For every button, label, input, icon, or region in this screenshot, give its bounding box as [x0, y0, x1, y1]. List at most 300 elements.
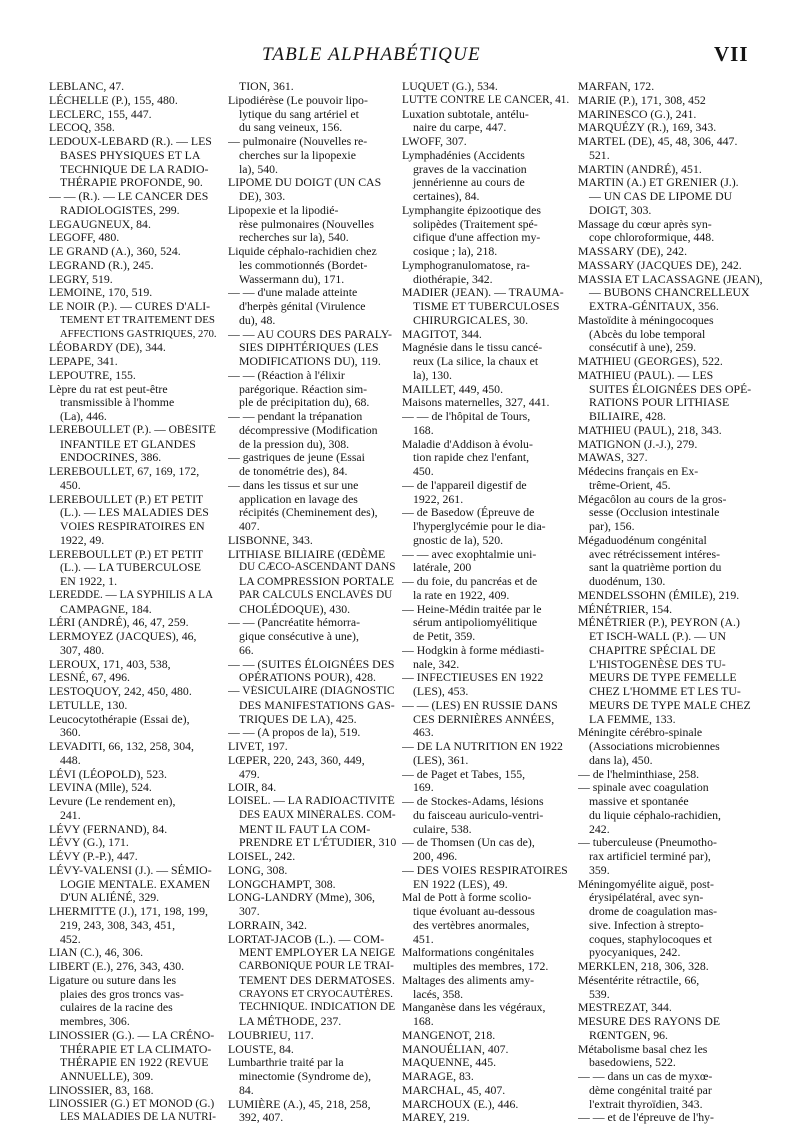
index-line: les commotionnés (Bordet-	[239, 258, 368, 272]
index-line: TRIQUES DE LA), 425.	[239, 712, 357, 726]
index-line: ple de précipitation du), 68.	[239, 396, 370, 410]
index-line: LEROUX, 171, 403, 538,	[49, 657, 171, 671]
index-line: MATHIEU (GEORGES), 522.	[578, 355, 723, 368]
index-line: sant la quatrième portion du	[589, 561, 722, 575]
index-column-1	[49, 80, 217, 1125]
index-line: 200, 496.	[413, 850, 458, 863]
index-line: LOISEL. — LA RADIOACTIVITÉ	[228, 795, 395, 807]
index-line: cope chloroformique, 448.	[589, 231, 715, 245]
index-line: Lipodiérèse (Le pouvoir lipo-	[228, 93, 368, 107]
index-line: LEVADITI, 66, 132, 258, 304,	[49, 740, 194, 753]
index-line: Maladie d'Addison à évolu-	[402, 437, 533, 451]
index-line: LETULLE, 130.	[49, 698, 128, 712]
index-line: LEREDDE. — LA SYPHILIS A LA	[49, 588, 214, 601]
index-line: — — (Pancréatite hémorra-	[228, 616, 361, 630]
index-line: Lèpre du rat est peut-être	[49, 382, 168, 396]
index-line: — Heine-Médin traitée par le	[402, 602, 542, 616]
index-line: VOIES RESPIRATOIRES EN	[60, 520, 205, 533]
index-line: membres, 306.	[60, 1015, 130, 1028]
index-line: — Hodgkin à forme médiasti-	[402, 643, 545, 657]
index-column-4	[578, 80, 768, 1125]
index-line: 450.	[413, 465, 434, 478]
index-line: LÉOBARDY (DE), 344.	[49, 341, 166, 355]
index-line: L'HISTOGENÈSE DES TU-	[589, 657, 726, 671]
index-line: (L.). — LES MALADIES DES	[60, 506, 209, 520]
index-line: 307, 480.	[60, 643, 105, 657]
index-line: LESTOQUOY, 242, 450, 480.	[49, 685, 192, 698]
index-line: MODIFICATIONS DU), 119.	[239, 355, 381, 368]
index-line: (La), 446.	[60, 410, 107, 423]
index-line: plaies des gros troncs vas-	[60, 987, 184, 1001]
page-header	[0, 30, 800, 80]
index-line: — de l'helminthiase, 258.	[578, 767, 700, 781]
page-number: VII	[714, 42, 749, 66]
index-line: 307.	[239, 905, 260, 918]
index-line: Méningite cérébro-spinale	[578, 726, 703, 740]
index-line: lytique du sang artériel et	[239, 107, 359, 121]
index-line: diothérapie, 342.	[413, 272, 493, 286]
index-line: du liquie céphalo-rachidien,	[589, 808, 722, 822]
index-line: Mésentérite rétractile, 66,	[578, 973, 700, 987]
index-line: LOGIE MENTALE. EXAMEN	[60, 877, 211, 891]
index-line: sérum antipoliomyélitique	[413, 616, 538, 630]
index-line: EXTRA-GÉNITAUX, 356.	[589, 300, 719, 313]
index-line: Méningomyélite aiguë, post-	[578, 877, 714, 891]
index-line: — — dans un cas de myxœ-	[578, 1070, 713, 1083]
index-line: LWOFF, 307.	[402, 135, 467, 148]
index-line: LUQUET (G.), 534.	[402, 80, 498, 93]
index-line: 242.	[589, 822, 610, 836]
index-line: — de Basedow (Épreuve de	[402, 506, 535, 520]
index-line: LORTAT-JACOB (L.). — COM-	[228, 932, 385, 946]
index-line: Ligature ou suture dans les	[49, 973, 177, 987]
index-line: application en lavage des	[239, 492, 358, 506]
index-line: — DE LA NUTRITION EN 1922	[402, 740, 563, 753]
index-line: — de Stockes-Adams, lésions	[402, 795, 544, 808]
index-line: l'hyperglycémie pour le dia-	[413, 520, 546, 533]
index-line: MÉNÉTRIER (P.), PEYRON (A.)	[578, 616, 740, 630]
index-line: LA FEMME, 133.	[589, 712, 676, 726]
index-line: TEMENT ET TRAITEMENT DES	[60, 313, 215, 326]
index-line: MANOUÉLIAN, 407.	[402, 1042, 509, 1056]
index-line: ET ISCH-WALL (P.). — UN	[589, 630, 726, 643]
index-line: sesse (Occlusion intestinale	[589, 506, 720, 520]
index-line: Lipopexie et la lipodié-	[228, 203, 339, 217]
index-line: THÉRAPIE EN 1922 (REVUE	[60, 1056, 209, 1070]
running-title: TABLE ALPHABÉTIQUE	[262, 44, 481, 65]
index-line: MASSARY (JACQUES DE), 242.	[578, 258, 742, 272]
index-line: MARINESCO (G.), 241.	[578, 107, 697, 121]
index-line: MARFAN, 172.	[578, 80, 655, 93]
index-line: 521.	[589, 148, 610, 162]
index-line: D'UN ALIÉNÉ, 329.	[60, 891, 160, 905]
index-line: MEURS DE TYPE FEMELLE	[589, 671, 737, 685]
index-line: BASES PHYSIQUES ET LA	[60, 148, 201, 162]
index-line: — — et de l'épreuve de l'hy-	[578, 1111, 714, 1125]
index-line: LONG-LANDRY (Mme), 306,	[228, 891, 376, 905]
index-line: CHAPITRE SPÉCIAL DE	[589, 643, 716, 657]
index-line: consécutif à une), 259.	[589, 341, 697, 355]
index-line: Mastoïdite à méningocoques	[578, 313, 714, 327]
index-line: basedowiens, 522.	[589, 1056, 676, 1070]
index-line: 463.	[413, 726, 434, 740]
index-line: LUTTE CONTRE LE CANCER, 41.	[402, 93, 570, 106]
index-line: — tuberculeuse (Pneumotho-	[578, 836, 717, 850]
index-line: cherches sur la lipopexie	[239, 148, 356, 162]
index-line: Luxation subtotale, antélu-	[402, 107, 529, 121]
index-line: DU CÆCO-ASCENDANT DANS	[239, 561, 396, 574]
index-line: THÉRAPIE PROFONDE, 90.	[60, 176, 203, 190]
index-line: LEGRAND (R.), 245.	[49, 258, 154, 272]
index-line: MENDELSSOHN (ÉMILE), 219.	[578, 588, 740, 602]
index-line: — — (Réaction à l'élixir	[228, 368, 345, 382]
index-line: Wassermann du), 171.	[239, 272, 345, 286]
index-line: Médecins français en Ex-	[578, 465, 699, 478]
index-line: SIES DIPHTÉRIQUES (LES	[239, 341, 379, 355]
index-line: — — d'une malade atteinte	[228, 286, 358, 300]
index-line: PRENDRE ET L'ÉTUDIER, 310	[239, 836, 396, 850]
index-line: LIPOME DU DOIGT (UN CAS	[228, 176, 382, 190]
index-line: Massage du cœur après syn-	[578, 217, 712, 231]
index-line: Lymphangite épizootique des	[402, 203, 541, 217]
index-line: LEGAUGNEUX, 84.	[49, 217, 151, 231]
index-line: LHERMITTE (J.), 171, 198, 199,	[49, 905, 208, 918]
index-line: LA COMPRESSION PORTALE	[239, 575, 395, 588]
index-line: TECHNIQUE DE LA RADIO-	[60, 162, 209, 176]
index-column-3	[402, 80, 570, 1125]
index-line: 66.	[239, 643, 254, 657]
index-line: LÉVI (LÉOPOLD), 523.	[49, 767, 167, 781]
index-line: Lumbarthrie traité par la	[228, 1056, 344, 1070]
index-line: tion rapide chez l'enfant,	[413, 451, 530, 465]
index-line: LE GRAND (A.), 360, 524.	[49, 245, 181, 258]
index-line: MENT IL FAUT LA COM-	[239, 822, 371, 836]
index-line: RADIOLOGISTES, 299.	[60, 203, 180, 217]
index-line: minectomie (Syndrome de),	[239, 1070, 372, 1083]
index-line: LEREBOULLET (P.). — OBÉSITÉ	[49, 423, 216, 436]
index-line: MASSARY (DE), 242.	[578, 245, 688, 258]
index-line: LE NOIR (P.). — CURES D'ALI-	[49, 300, 211, 313]
index-line: culaires de la racine des	[60, 1001, 173, 1015]
index-line: — du foie, du pancréas et de	[402, 575, 538, 588]
index-line: MESURE DES RAYONS DE	[578, 1015, 721, 1028]
index-line: transmissible à l'homme	[60, 396, 175, 410]
index-line: latérale, 200	[413, 561, 472, 575]
index-line: reux (La silice, la chaux et	[413, 355, 539, 368]
index-line: LES MALADIES DE LA NUTRI-	[60, 1111, 216, 1124]
index-line: trême-Orient, 45.	[589, 478, 671, 492]
index-line: LEBLANC, 47.	[49, 80, 125, 93]
index-line: LEREBOULLET (P.) ET PETIT	[49, 492, 204, 506]
index-line: (LES), 453.	[413, 685, 469, 698]
index-line: la), 540.	[239, 162, 278, 176]
index-line: — — (LES) EN RUSSIE DANS	[402, 698, 558, 712]
index-line: dème congénital traité par	[589, 1083, 712, 1097]
index-line: — — avec exophtalmie uni-	[402, 547, 537, 561]
index-line: (Abcès du lobe temporal	[589, 327, 706, 341]
index-line: LECLERC, 155, 447.	[49, 107, 152, 121]
index-line: LUMIÈRE (A.), 45, 218, 258,	[228, 1097, 371, 1111]
index-line: MESTREZAT, 344.	[578, 1001, 672, 1015]
index-line: LEGOFF, 480.	[49, 231, 120, 245]
index-line: MARQUÉZY (R.), 169, 343.	[578, 121, 717, 135]
index-line: MASSIA ET LACASSAGNE (JEAN),	[578, 272, 763, 286]
index-line: 168.	[413, 423, 434, 437]
index-line: 1922, 261.	[413, 492, 464, 506]
index-line: Manganèse dans les végéraux,	[402, 1001, 546, 1015]
index-line: — — (A propos de la), 519.	[228, 726, 361, 740]
index-line: LÉVY-VALENSI (J.). — SÉMIO-	[49, 863, 212, 877]
index-line: — DES VOIES RESPIRATOIRES	[402, 863, 568, 877]
index-line: LEMOINE, 170, 519.	[49, 286, 153, 300]
index-line: gique consécutive à une),	[239, 630, 359, 643]
index-line: MATHIEU (PAUL), 218, 343.	[578, 423, 722, 437]
index-line: LONG, 308.	[228, 863, 288, 877]
index-line: CHOLÉDOQUE), 430.	[239, 602, 351, 616]
index-line: MENT EMPLOYER LA NEIGE	[239, 946, 396, 960]
index-line: LEGRY, 519.	[49, 272, 113, 286]
index-line: 539.	[589, 987, 610, 1001]
index-line: LEREBOULLET, 67, 169, 172,	[49, 465, 200, 478]
index-line: LEREBOULLET (P.) ET PETIT	[49, 547, 204, 561]
index-line: LA MÉTHODE, 237.	[239, 1015, 342, 1028]
index-line: — de Paget et Tabes, 155,	[402, 767, 526, 781]
index-line: certaines), 84.	[413, 190, 480, 203]
index-line: CAMPAGNE, 184.	[60, 602, 152, 616]
index-line: avec rétrécissement intéres-	[589, 547, 721, 561]
index-line: LOUSTE, 84.	[228, 1042, 294, 1056]
index-line: naire du carpe, 447.	[413, 121, 507, 135]
index-line: recherches sur la), 540.	[239, 231, 349, 245]
index-line: — VÉSICULAIRE (DIAGNOSTIC	[228, 685, 395, 697]
index-line: — — (R.). — LE CANCER DES	[49, 190, 209, 203]
index-line: cifique d'une affection my-	[413, 231, 541, 245]
index-line: Leucocytothérapie (Essai de),	[49, 712, 190, 726]
index-line: MAILLET, 449, 450.	[402, 382, 504, 396]
index-line: d'herpès génital (Virulence	[239, 300, 366, 313]
index-line: 84.	[239, 1083, 254, 1097]
index-line: TECHNIQUE. INDICATION DE	[239, 1001, 396, 1014]
index-line: Maltages des aliments amy-	[402, 973, 535, 987]
index-line: DE), 303.	[239, 190, 286, 203]
index-line: EN 1922, 1.	[60, 575, 118, 588]
index-line: LOISEL, 242.	[228, 850, 296, 863]
index-line: 479.	[239, 767, 260, 781]
index-line: LORRAIN, 342.	[228, 918, 307, 932]
index-line: LÉVY (P.-P.), 447.	[49, 850, 138, 863]
index-line: LOIR, 84.	[228, 781, 277, 795]
index-line: Lymphadénies (Accidents	[402, 148, 525, 162]
index-line: MAQUENNE, 445.	[402, 1056, 497, 1070]
index-line: LINOSSIER, 83, 168.	[49, 1083, 154, 1097]
index-line: OPÉRATIONS POUR), 428.	[239, 671, 376, 685]
index-line: cosique ; la), 218.	[413, 245, 498, 258]
index-line: ENDOCRINES, 386.	[60, 451, 162, 465]
index-line: des vertèbres anormales,	[413, 918, 530, 932]
index-line: multiples des membres, 172.	[413, 960, 549, 973]
index-line: 407.	[239, 520, 260, 533]
index-line: érysipélatéral, avec syn-	[589, 891, 704, 905]
index-line: nale, 342.	[413, 657, 460, 671]
index-line: — pulmonaire (Nouvelles re-	[228, 135, 368, 148]
index-line: gnostic de la), 520.	[413, 533, 504, 547]
index-line: pyocyaniques, 242.	[589, 946, 681, 960]
index-line: MATIGNON (J.-J.), 279.	[578, 437, 698, 451]
index-line: LEVINA (Mlle), 524.	[49, 781, 152, 795]
index-line: 168.	[413, 1015, 434, 1028]
index-line: TION, 361.	[239, 80, 294, 93]
index-line: LIVET, 197.	[228, 740, 288, 753]
index-line: 450.	[60, 478, 81, 492]
index-line: LEDOUX-LEBARD (R.). — LES	[49, 135, 212, 148]
index-line: — — de l'hôpital de Tours,	[402, 410, 531, 423]
index-line: décompressive (Modification	[239, 423, 378, 437]
index-line: la rate en 1922, 409.	[413, 588, 510, 602]
index-line: INFANTILE ET GLANDES	[60, 437, 196, 451]
index-line: MADIER (JEAN). — TRAUMA-	[402, 286, 564, 300]
index-line: THÉRAPIE ET LA CLIMATO-	[60, 1042, 212, 1056]
index-line: parégorique. Réaction sim-	[239, 382, 368, 396]
index-line: Lymphogranulomatose, ra-	[402, 258, 530, 272]
index-line: LISBONNE, 343.	[228, 533, 313, 547]
index-line: LITHIASE BILIAIRE (ŒDÈME	[228, 547, 386, 561]
index-line: LIAN (C.), 46, 306.	[49, 946, 144, 960]
index-line: (Associations microbiennes	[589, 740, 720, 753]
index-line: — — AU COURS DES PARALY-	[228, 327, 392, 341]
index-line: de Petit, 359.	[413, 630, 476, 643]
index-line: solipèdes (Traitement spé-	[413, 217, 538, 231]
index-line: rèse pulmonaires (Nouvelles	[239, 217, 374, 231]
index-line: de tonométrie des), 84.	[239, 465, 348, 478]
index-line: dans la), 450.	[589, 753, 653, 767]
index-line: lacés, 358.	[413, 987, 464, 1001]
index-line: 452.	[60, 932, 81, 946]
index-line: 359.	[589, 863, 610, 877]
index-line: ANNUELLE), 309.	[60, 1070, 154, 1083]
index-line: LEPOUTRE, 155.	[49, 368, 136, 382]
index-line: MEURS DE TYPE MALE CHEZ	[589, 698, 751, 712]
index-line: 219, 243, 308, 343, 451,	[60, 918, 176, 932]
index-line: Malformations congénitales	[402, 946, 535, 960]
index-line: culaire, 538.	[413, 822, 472, 836]
index-line: — gastriques de jeune (Essai	[228, 451, 365, 465]
index-line: Liquide céphalo-rachidien chez	[228, 245, 377, 258]
index-line: graves de la vaccination	[413, 162, 527, 176]
index-line: MARCHOUX (E.), 446.	[402, 1097, 519, 1111]
index-line: jennérienne au cours de	[413, 176, 525, 190]
index-line: MERKLEN, 218, 306, 328.	[578, 960, 709, 973]
index-line: LESNÉ, 67, 496.	[49, 671, 130, 685]
index-line: 451.	[413, 932, 434, 946]
index-line: PAR CALCULS ENCLAVÉS DU	[239, 588, 393, 601]
index-line: rax artificiel terminé par),	[589, 850, 711, 863]
index-line: MÉNÉTRIER, 154.	[578, 602, 673, 616]
index-line: la), 130.	[413, 368, 452, 382]
index-line: Maisons maternelles, 327, 441.	[402, 396, 550, 410]
index-line: — de l'appareil digestif de	[402, 478, 527, 492]
index-line: 1922, 49.	[60, 533, 105, 547]
index-line: du faisceau auriculo-ventri-	[413, 808, 544, 822]
index-line: DES MANIFESTATIONS GAS-	[239, 698, 395, 712]
index-line: du sang veineux, 156.	[239, 121, 343, 135]
index-line: — INFECTIEUSES EN 1922	[402, 671, 544, 685]
index-line: TEMENT DES DERMATOSES.	[239, 973, 395, 987]
index-line: AFFECTIONS GASTRIQUES, 270.	[60, 328, 217, 340]
index-line: par), 156.	[589, 520, 635, 533]
index-line: LÉRI (ANDRÉ), 46, 47, 259.	[49, 616, 189, 630]
index-line: Mal de Pott à forme scolio-	[402, 891, 532, 905]
index-line: DOIGT, 303.	[589, 203, 652, 217]
index-line: MAWAS, 327.	[578, 451, 648, 465]
index-line: LONGCHAMPT, 308.	[228, 877, 336, 891]
index-line: MAGITOT, 344.	[402, 327, 482, 341]
index-line: 169.	[413, 781, 434, 795]
index-line: Mégacôlon au cours de la gros-	[578, 492, 727, 506]
index-line: (L.). — LA TUBERCULOSE	[60, 561, 202, 575]
index-line: Mégaduodénum congénital	[578, 533, 707, 547]
index-line: sive. Infection à strepto-	[589, 918, 704, 932]
index-line: RŒNTGEN, 96.	[589, 1028, 668, 1042]
index-line: LINOSSIER (G.). — LA CRÉNO-	[49, 1028, 215, 1042]
index-line: MATHIEU (PAUL). — LES	[578, 368, 714, 382]
index-line: 241.	[60, 808, 81, 822]
index-line: CHIRURGICALES, 30.	[413, 313, 529, 327]
index-line: MARTIN (ANDRÉ), 451.	[578, 162, 702, 176]
index-line: MARAGE, 83.	[402, 1070, 474, 1083]
index-line: CARBONIQUE POUR LE TRAI-	[239, 960, 394, 972]
index-line: TISME ET TUBERCULOSES	[413, 300, 560, 313]
index-line: MARTIN (A.) ET GRENIER (J.).	[578, 176, 739, 190]
index-line: LŒPER, 220, 243, 360, 449,	[228, 753, 365, 767]
index-line: LOUBRIEU, 117.	[228, 1028, 314, 1042]
index-line: RATIONS POUR LITHIASE	[589, 396, 730, 410]
index-line: MARTEL (DE), 45, 48, 306, 447.	[578, 135, 738, 148]
index-line: — de Thomsen (Un cas de),	[402, 836, 535, 850]
index-line: — dans les tissus et sur une	[228, 478, 359, 492]
index-line: BILIAIRE, 428.	[589, 410, 666, 423]
index-line: LÉVY (G.), 171.	[49, 836, 129, 850]
index-line: CRAYONS ET CRYOCAUTÈRES.	[239, 988, 393, 1000]
index-line: coques, staphylocoques et	[589, 932, 712, 946]
index-column-2	[228, 80, 396, 1125]
index-line: drome de coagulation mas-	[589, 905, 718, 918]
index-line: tique évoluant au-dessous	[413, 905, 535, 918]
index-line: — BUBONS CHANCRELLEUX	[589, 286, 750, 300]
index-line: LÉCHELLE (P.), 155, 480.	[49, 93, 178, 107]
index-line: LECOQ, 358.	[49, 121, 115, 135]
index-line: MANGENOT, 218.	[402, 1028, 496, 1042]
index-line: (LES), 361.	[413, 753, 469, 767]
index-line: massive et spontanée	[589, 795, 689, 808]
index-line: LIBERT (E.), 276, 343, 430.	[49, 960, 185, 973]
index-line: l'extrait thyroïdien, 343.	[589, 1097, 703, 1111]
index-line: — UN CAS DE LIPOME DU	[589, 190, 733, 203]
index-line: EN 1922 (LES), 49.	[413, 877, 508, 891]
index-line: 392, 407.	[239, 1111, 284, 1125]
index-line: MAREY, 219.	[402, 1111, 470, 1125]
index-line: récipités (Cheminement des),	[239, 506, 378, 520]
index-line: DES EAUX MINÉRALES. COM-	[239, 808, 396, 821]
index-line: LÉVY (FERNAND), 84.	[49, 822, 168, 836]
index-line: SUITES ÉLOIGNÉES DES OPÉ-	[589, 382, 752, 396]
index-line: MARCHAL, 45, 407.	[402, 1083, 506, 1097]
index-line: LINOSSIER (G.) ET MONOD (G.)	[49, 1097, 215, 1110]
index-line: duodénum, 130.	[589, 575, 666, 588]
index-line: CHEZ L'HOMME ET LES TU-	[589, 685, 741, 698]
index-line: — — (SUITES ÉLOIGNÉES DES	[228, 657, 395, 671]
index-line: du), 48.	[239, 313, 276, 327]
index-line: LERMOYEZ (JACQUES), 46,	[49, 630, 197, 643]
